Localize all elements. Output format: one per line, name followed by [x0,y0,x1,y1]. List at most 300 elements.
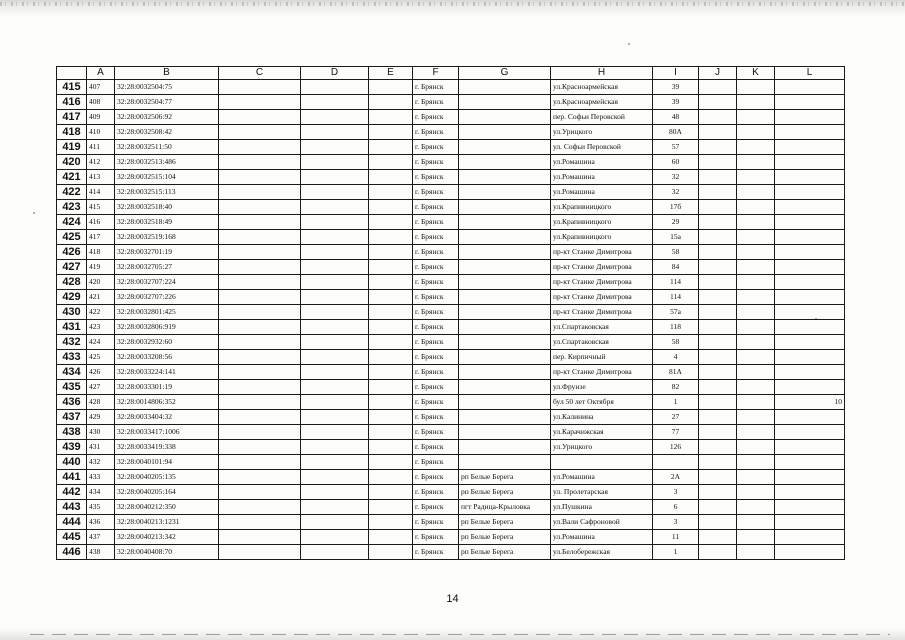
cell-g-settlement [459,380,551,395]
row-number: 435 [57,380,87,395]
cell-f-city: г. Брянск [413,440,459,455]
cell-b-cadastral-number: 32:28:0032701:19 [115,245,219,260]
row-number: 436 [57,395,87,410]
cell-b-cadastral-number: 32:28:0032932:60 [115,335,219,350]
scan-speck [628,43,630,45]
cell-k [737,110,775,125]
cell-e [369,95,413,110]
cell-i-house: 77 [653,425,699,440]
cell-j [699,365,737,380]
table-row [57,530,845,545]
cell-h-street: ул.Ромашина [551,470,653,485]
cell-d [301,395,369,410]
cell-j [699,545,737,560]
cell-a-index: 420 [87,275,115,290]
cell-i-house: 32 [653,170,699,185]
cell-i-house: 1 [653,545,699,560]
cell-l [775,215,845,230]
cell-k [737,200,775,215]
cell-b-cadastral-number: 32:28:0040213:1231 [115,515,219,530]
cell-a-index: 407 [87,80,115,95]
cell-k [737,95,775,110]
cell-h-street: ул.Фрунзе [551,380,653,395]
cell-b-cadastral-number: 32:28:0033301:19 [115,380,219,395]
table-row [57,110,845,125]
column-header-row [57,67,845,80]
cell-h-street: пр-кт Станке Димитрова [551,290,653,305]
cell-g-settlement: рп Белые Берега [459,545,551,560]
cell-b-cadastral-number: 32:28:0032707:226 [115,290,219,305]
cell-h-street: ул.Ромашина [551,155,653,170]
cell-l [775,245,845,260]
cell-b-cadastral-number: 32:28:0033208:56 [115,350,219,365]
cell-i-house: 80А [653,125,699,140]
cell-f-city: г. Брянск [413,425,459,440]
row-number: 425 [57,230,87,245]
cell-f-city: г. Брянск [413,290,459,305]
cell-e [369,275,413,290]
cell-b-cadastral-number: 32:28:0033417:1006 [115,425,219,440]
cell-d [301,305,369,320]
cell-f-city: г. Брянск [413,350,459,365]
row-number: 437 [57,410,87,425]
cell-c [219,470,301,485]
cell-h-street: ул.Урицкого [551,125,653,140]
cell-g-settlement [459,365,551,380]
cell-a-index: 438 [87,545,115,560]
cell-h-street: пер. Софьи Перовской [551,110,653,125]
cell-l [775,110,845,125]
row-number: 426 [57,245,87,260]
cell-g-settlement: рп Белые Берега [459,485,551,500]
cell-k [737,515,775,530]
cell-e [369,470,413,485]
cell-d [301,140,369,155]
cell-l [775,350,845,365]
cell-f-city: г. Брянск [413,275,459,290]
cell-e [369,185,413,200]
cell-f-city: г. Брянск [413,95,459,110]
cell-c [219,515,301,530]
cell-g-settlement [459,410,551,425]
cell-l [775,140,845,155]
cell-c [219,110,301,125]
cell-l [775,290,845,305]
table-body [57,80,845,560]
cell-j [699,500,737,515]
cell-e [369,425,413,440]
cell-a-index: 423 [87,320,115,335]
cell-d [301,80,369,95]
cell-f-city: г. Брянск [413,545,459,560]
cell-c [219,125,301,140]
cell-c [219,500,301,515]
cell-j [699,485,737,500]
table-row [57,485,845,500]
cell-h-street: ул. Пролетарская [551,485,653,500]
cell-f-city: г. Брянск [413,125,459,140]
cell-d [301,455,369,470]
cell-i-house: 118 [653,320,699,335]
cell-l [775,320,845,335]
cell-i-house: 15а [653,230,699,245]
cell-j [699,245,737,260]
cell-b-cadastral-number: 32:28:0032513:486 [115,155,219,170]
cell-c [219,335,301,350]
cell-c [219,245,301,260]
cell-c [219,530,301,545]
cell-d [301,110,369,125]
cell-l [775,170,845,185]
cell-a-index: 424 [87,335,115,350]
cell-a-index: 437 [87,530,115,545]
cell-f-city: г. Брянск [413,380,459,395]
cell-g-settlement [459,350,551,365]
cell-i-house: 60 [653,155,699,170]
cell-k [737,125,775,140]
row-number: 439 [57,440,87,455]
cell-g-settlement [459,320,551,335]
cell-b-cadastral-number: 32:28:0032515:104 [115,170,219,185]
cell-g-settlement [459,95,551,110]
cell-j [699,140,737,155]
cell-e [369,290,413,305]
cell-a-index: 410 [87,125,115,140]
table-row [57,425,845,440]
cell-a-index: 419 [87,260,115,275]
table-row [57,200,845,215]
cell-d [301,470,369,485]
cell-k [737,470,775,485]
column-header-g: G [459,67,551,80]
cell-g-settlement [459,245,551,260]
cell-i-house: 1 [653,395,699,410]
cell-b-cadastral-number: 32:28:0033224:141 [115,365,219,380]
cell-e [369,110,413,125]
cell-l [775,500,845,515]
cell-k [737,365,775,380]
table-row [57,410,845,425]
cell-l [775,125,845,140]
cell-d [301,290,369,305]
register-table [56,66,845,560]
cell-f-city: г. Брянск [413,245,459,260]
cell-d [301,185,369,200]
cell-g-settlement [459,155,551,170]
cell-e [369,80,413,95]
cell-l: 10 [775,395,845,410]
cell-g-settlement [459,425,551,440]
cell-k [737,275,775,290]
cell-k [737,320,775,335]
cell-a-index: 411 [87,140,115,155]
cell-i-house: 3 [653,515,699,530]
cell-a-index: 427 [87,380,115,395]
cell-b-cadastral-number: 32:28:0032705:27 [115,260,219,275]
cell-a-index: 415 [87,200,115,215]
cell-f-city: г. Брянск [413,500,459,515]
table-row [57,290,845,305]
cell-k [737,500,775,515]
cell-i-house: 48 [653,110,699,125]
cell-l [775,230,845,245]
cell-e [369,530,413,545]
cell-j [699,395,737,410]
cell-g-settlement [459,290,551,305]
cell-a-index: 422 [87,305,115,320]
cell-a-index: 428 [87,395,115,410]
cell-a-index: 417 [87,230,115,245]
cell-a-index: 421 [87,290,115,305]
row-number: 423 [57,200,87,215]
row-number: 418 [57,125,87,140]
cell-e [369,380,413,395]
cell-d [301,230,369,245]
cell-d [301,545,369,560]
cell-j [699,335,737,350]
row-number: 445 [57,530,87,545]
cell-a-index: 412 [87,155,115,170]
row-number: 433 [57,350,87,365]
cell-e [369,545,413,560]
cell-h-street: ул.Крапивницкого [551,215,653,230]
table-row [57,350,845,365]
page-number: 14 [446,593,459,605]
cell-d [301,245,369,260]
cell-e [369,320,413,335]
cell-a-index: 416 [87,215,115,230]
cell-e [369,365,413,380]
cell-l [775,455,845,470]
row-number: 420 [57,155,87,170]
cell-f-city: г. Брянск [413,215,459,230]
cell-k [737,395,775,410]
cell-f-city: г. Брянск [413,395,459,410]
cell-b-cadastral-number: 32:28:0040205:135 [115,470,219,485]
column-header-k: K [737,67,775,80]
cell-k [737,440,775,455]
cell-h-street: ул.Ромашина [551,185,653,200]
table-row [57,365,845,380]
cell-j [699,275,737,290]
cell-i-house: 32 [653,185,699,200]
table-row [57,125,845,140]
cell-l [775,80,845,95]
cell-h-street: ул.Красноармейская [551,80,653,95]
cell-h-street: ул.Карачижская [551,425,653,440]
cell-b-cadastral-number: 32:28:0032506:92 [115,110,219,125]
cell-i-house: 126 [653,440,699,455]
cell-k [737,410,775,425]
table-row [57,155,845,170]
table-row [57,515,845,530]
table-row [57,140,845,155]
cell-j [699,530,737,545]
cell-i-house: 81А [653,365,699,380]
cell-c [219,485,301,500]
cell-e [369,245,413,260]
row-number: 430 [57,305,87,320]
cell-f-city: г. Брянск [413,260,459,275]
cell-i-house: 57а [653,305,699,320]
cell-k [737,350,775,365]
row-number: 417 [57,110,87,125]
cell-b-cadastral-number: 32:28:0040205:164 [115,485,219,500]
cell-c [219,320,301,335]
cell-g-settlement [459,80,551,95]
cell-a-index: 413 [87,170,115,185]
cell-h-street: ул.Белобережская [551,545,653,560]
cell-g-settlement [459,110,551,125]
cell-a-index: 435 [87,500,115,515]
cell-e [369,500,413,515]
column-header-j: J [699,67,737,80]
cell-c [219,305,301,320]
row-number: 444 [57,515,87,530]
cell-d [301,170,369,185]
cell-l [775,260,845,275]
cell-b-cadastral-number: 32:28:0032515:113 [115,185,219,200]
column-header-e: E [369,67,413,80]
cell-c [219,200,301,215]
cell-a-index: 434 [87,485,115,500]
cell-g-settlement [459,215,551,230]
cell-j [699,290,737,305]
row-number: 440 [57,455,87,470]
cell-l [775,275,845,290]
corner-cell [57,67,87,80]
cell-h-street: ул. Софьи Перовской [551,140,653,155]
cell-b-cadastral-number: 32:28:0033419:338 [115,440,219,455]
row-number: 443 [57,500,87,515]
cell-f-city: г. Брянск [413,185,459,200]
cell-c [219,95,301,110]
cell-l [775,335,845,350]
cell-h-street: бул 50 лет Октября [551,395,653,410]
cell-b-cadastral-number: 32:28:0032508:42 [115,125,219,140]
cell-h-street: ул.Урицкого [551,440,653,455]
cell-i-house: 27 [653,410,699,425]
cell-k [737,185,775,200]
table-row [57,230,845,245]
cell-l [775,515,845,530]
row-number: 429 [57,290,87,305]
row-number: 415 [57,80,87,95]
cell-h-street: ул.Спартаковская [551,335,653,350]
cell-h-street: ул.Спартаковская [551,320,653,335]
cell-i-house: 2А [653,470,699,485]
cell-e [369,260,413,275]
cell-i-house: 114 [653,275,699,290]
cell-g-settlement [459,200,551,215]
cell-j [699,110,737,125]
cell-g-settlement [459,395,551,410]
cell-g-settlement [459,260,551,275]
cell-h-street: пр-кт Станке Димитрова [551,305,653,320]
cell-a-index: 426 [87,365,115,380]
cell-g-settlement: пгт Радица-Крыловка [459,500,551,515]
cell-c [219,275,301,290]
table-row [57,170,845,185]
cell-g-settlement [459,230,551,245]
cell-j [699,470,737,485]
table-row [57,245,845,260]
cell-i-house: 17б [653,200,699,215]
cell-i-house: 57 [653,140,699,155]
cell-h-street: пр-кт Станке Димитрова [551,275,653,290]
table-row [57,305,845,320]
cell-i-house: 3 [653,485,699,500]
cell-h-street: ул.Красноармейская [551,95,653,110]
cell-i-house: 58 [653,335,699,350]
table-row [57,545,845,560]
cell-i-house: 29 [653,215,699,230]
cell-d [301,95,369,110]
cell-l [775,485,845,500]
cell-i-house: 39 [653,95,699,110]
cell-c [219,545,301,560]
cell-f-city: г. Брянск [413,485,459,500]
cell-j [699,410,737,425]
cell-e [369,140,413,155]
cell-c [219,170,301,185]
cell-k [737,455,775,470]
cell-j [699,305,737,320]
column-header-i: I [653,67,699,80]
cell-e [369,215,413,230]
cell-l [775,185,845,200]
cell-k [737,305,775,320]
cell-k [737,245,775,260]
cell-l [775,155,845,170]
cell-d [301,365,369,380]
cell-k [737,215,775,230]
cell-b-cadastral-number: 32:28:0033404:32 [115,410,219,425]
cell-k [737,530,775,545]
cell-d [301,380,369,395]
cell-b-cadastral-number: 32:28:0040212:350 [115,500,219,515]
column-header-a: A [87,67,115,80]
cell-h-street: ул.Ромашина [551,530,653,545]
cell-f-city: г. Брянск [413,530,459,545]
cell-g-settlement [459,185,551,200]
cell-l [775,410,845,425]
cell-c [219,455,301,470]
cell-d [301,275,369,290]
cell-h-street: ул.Калинина [551,410,653,425]
table-row [57,500,845,515]
cell-d [301,425,369,440]
cell-c [219,440,301,455]
cell-e [369,200,413,215]
cell-h-street: ул.Ромашина [551,170,653,185]
cell-d [301,500,369,515]
cell-l [775,425,845,440]
cell-g-settlement [459,305,551,320]
cell-l [775,365,845,380]
cell-h-street [551,455,653,470]
cell-e [369,230,413,245]
cell-b-cadastral-number: 32:28:0032519:168 [115,230,219,245]
cell-j [699,170,737,185]
table-row [57,215,845,230]
row-number: 421 [57,170,87,185]
row-number: 432 [57,335,87,350]
cell-j [699,260,737,275]
cell-f-city: г. Брянск [413,230,459,245]
cell-l [775,380,845,395]
cell-j [699,455,737,470]
